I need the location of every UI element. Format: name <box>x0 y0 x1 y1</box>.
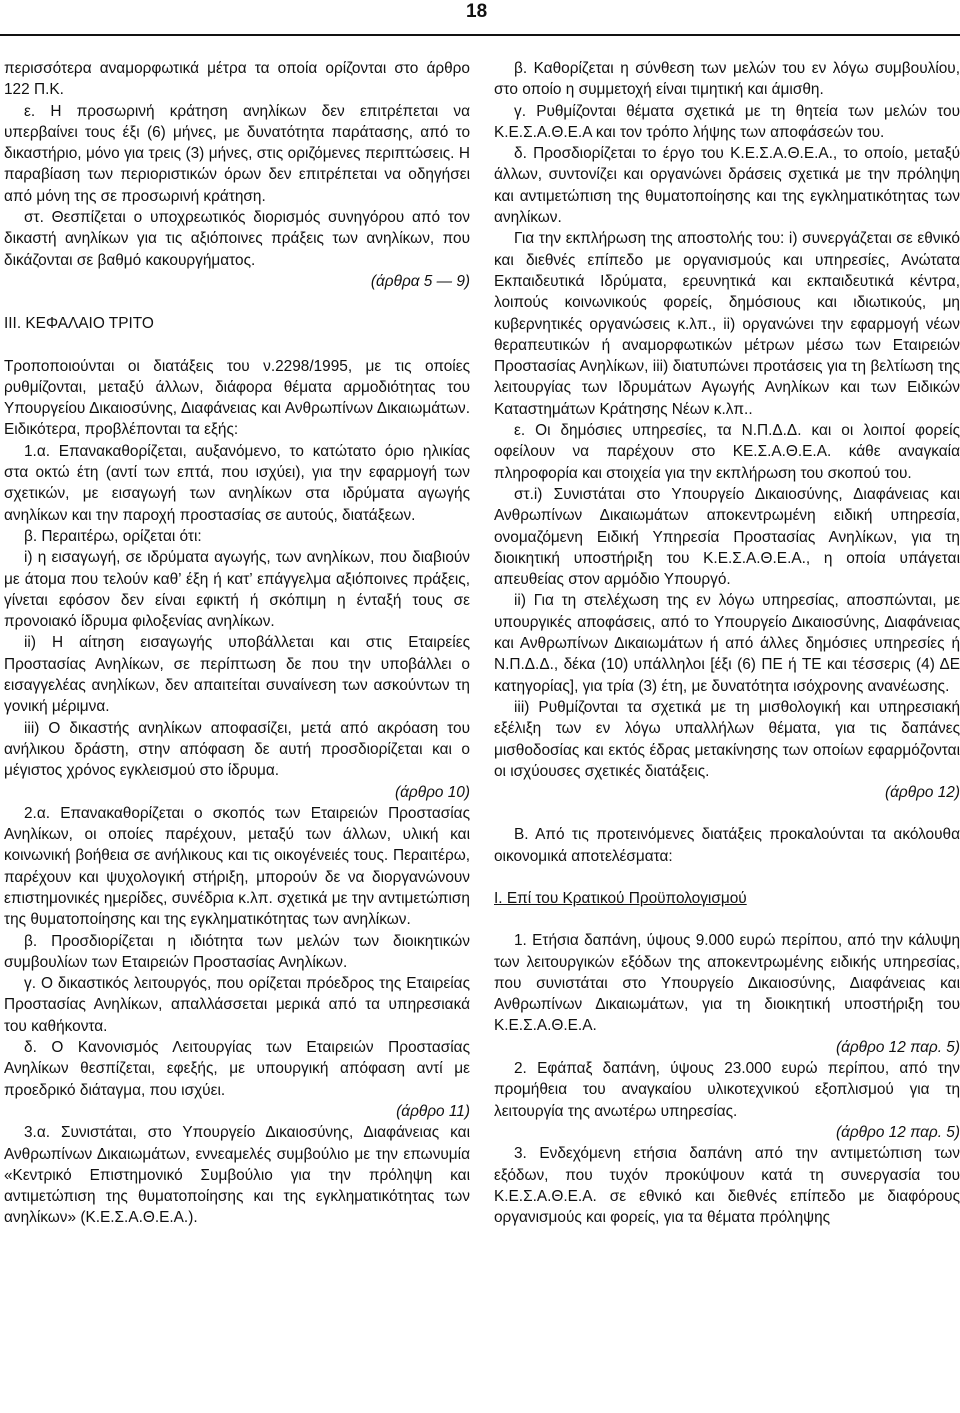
page-number-text: 18 <box>466 1 488 22</box>
paragraph: Β. Από τις προτεινόμενες διατάξεις προκαλούνται τα ακόλουθα οικονομικά αποτελέσματα: <box>494 826 960 865</box>
paragraph: 3. Ενδεχόμενη ετήσια δαπάνη από την αντιμετώπιση των εξόδων, που τυχόν προκύψουν κατά τη συνεργασία του Κ.Ε.Σ.Α.Θ.Ε.Α. σε εθνικό και διεθνές επίπεδο με διαφόρους οργανισμούς και φορείς, για τα θέματα πρόληψης <box>494 1145 960 1227</box>
paragraph: στ.i) Συνιστάται στο Υπουργείο Δικαιοσύνης, Διαφάνειας και Ανθρωπίνων Δικαιωμάτων αποκεντρωμένη ειδική υπηρεσία, ονομαζόμενη Ειδική Υπηρεσία Προστασίας Ανηλίκων, για τη διοικητική υποστήριξη του Κ.Ε.Σ.Α.Θ.Ε.Α., η οποία υπάγεται απευθείας στον αρμόδιο Υπουργό. <box>494 485 960 589</box>
paragraph: β. Προσδιορίζεται η ιδιότητα των μελών των διοικητικών συμβουλίων των Εταιρειών Προστασίας Ανηλίκων. <box>4 932 470 971</box>
article-reference: (άρθρο 10) <box>395 783 470 801</box>
paragraph: 2.α. Επανακαθορίζεται ο σκοπός των Εταιρειών Προστασίας Ανηλίκων, οι οποίες παρέχουν, μεταξύ των άλλων, υλική και κοινωνική βοήθεια σε ανήλικους και τις οικογένειές τους. Περαιτέρω, παρέχουν και ψυχολογική στήριξη, μπορούν δε να διοργανώνουν επιστημονικές ημερίδες, συνέδρια κ.λπ. σχετικά με την αντιμετώπιση της θυματοποίησης και της εγκληματικότητας των ανηλίκων. <box>4 804 470 929</box>
paragraph: δ. Ο Κανονισμός Λειτουργίας των Εταιρειών Προστασίας Ανηλίκων θεσπίζεται, εφεξής, με υπουργική απόφαση αντί με προεδρικό διάταγμα, που ισχύει. <box>4 1039 470 1099</box>
paragraph: Τροποποιούνται οι διατάξεις του ν.2298/1995, με τις οποίες ρυθμίζονται, μεταξύ άλλων, διάφορα θέματα αρμοδιότητας του Υπουργείου Δικαιοσύνης, Διαφάνειας και Ανθρωπίνων Δικαιωμάτων. Ειδικότερα, προβλέπονται τα εξής: <box>4 357 470 439</box>
paragraph: στ. Θεσπίζεται ο υποχρεωτικός διορισμός συνηγόρου από τον δικαστή ανηλίκων για τις αξιόποινες πράξεις των ανηλίκων, που δικάζονται σε βαθμό κακουργήματος. <box>4 209 470 269</box>
left-column <box>4 58 470 1229</box>
paragraph: β. Καθορίζεται η σύνθεση των μελών του εν λόγω συμβουλίου, στο οποίο η συμμετοχή είναι τιμητική και άμισθη. <box>494 60 960 99</box>
article-reference: (άρθρο 12 παρ. 5) <box>835 1123 960 1141</box>
paragraph: Για την εκπλήρωση της αποστολής του: i) συνεργάζεται σε εθνικό και διεθνές επίπεδο με οργανισμούς και υπηρεσίες, Ανώτατα Εκπαιδευτικά Ιδρύματα, ερευνητικά και εκπαιδευτικά κέντρα, λοιπούς κοινωνικούς φορείς, δημόσιους και ιδιωτικούς, μη κυβερνητικές οργανώσεις κ.λπ., ii) οργανώνει την εφαρμογή νέων θεραπευτικών ή αναμορφωτικών μέτρων μέσω των Εταιρειών Προστασίας Ανηλίκων, iii) διατυπώνει προτάσεις για τη βελτίωση της λειτουργίας των Ιδρυμάτων Αγωγής Ανηλίκων και των Ειδικών Καταστημάτων Κράτησης Νέων κ.λπ.. <box>494 230 960 418</box>
paragraph: 1.α. Επανακαθορίζεται, αυξανόμενο, το κατώτατο όριο ηλικίας στα οκτώ έτη (αντί των επτά, που ισχύει), για την εφαρμογή των σχετικών, με εισαγωγή των ανηλίκων στα ιδρύματα αγωγής ανηλίκων και την παροχή προστασίας σε αυτούς, διατάξεων. <box>4 442 470 524</box>
paragraph: γ. Ο δικαστικός λειτουργός, που ορίζεται πρόεδρος της Εταιρείας Προστασίας Ανηλίκων, απαλλάσσεται μερικά από τα υπηρεσιακά του καθήκοντα. <box>4 975 470 1035</box>
paragraph: ΙΙΙ. ΚΕΦΑΛΑΙΟ ΤΡΙΤΟ <box>4 315 154 333</box>
paragraph: ii) Για τη στελέχωση της εν λόγω υπηρεσίας, αποσπώνται, με υπουργικές αποφάσεις, από το Υπουργείο Δικαιοσύνης, Διαφάνειας και Ανθρωπίνων Δικαιωμάτων ή από άλλες δημόσιες υπηρεσίες ή Ν.Π.Δ.Δ., δέκα (10) υπάλληλοι [έξι (6) ΠΕ ή ΤΕ και τέσσερις (4) ΔΕ κατηγορίας], για τρία (3) έτη, με δυνατότητα ισόχρονης ανανέωσης. <box>494 592 960 695</box>
paragraph: ε. Η προσωρινή κράτηση ανηλίκων δεν επιτρέπεται να υπερβαίνει τους έξι (6) μήνες, με δυνατότητα παράτασης, από το δικαστήριο, μόνο για τρεις (3) μήνες, στις οριζόμενες περιπτώσεις. Η παραβίαση των περιοριστικών όρων δεν επιτρέπεται να οδηγήσει από μόνη της σε προσωρινή κράτηση. <box>4 102 470 205</box>
paragraph: ii) Η αίτηση εισαγωγής υποβάλλεται και στις Εταιρείες Προστασίας Ανηλίκων, σε περίπτωση δε που την υποβάλλει ο εισαγγελέας ανηλίκων, δεν απαιτείται συναίνεση των ασκούντων τη γονική μέριμνα. <box>4 634 470 716</box>
paragraph: i) η εισαγωγή, σε ιδρύματα αγωγής, των ανηλίκων, που διαβιούν με άτομα που τελούν καθ’ έξη ή κατ’ επάγγελμα αξιόποινες πράξεις, γίνεται εφόσον δεν είναι εφικτή ή σκόπιμη η ένταξή τους σε προνοιακό ίδρυμα φιλοξενίας ανηλίκων. <box>4 549 470 631</box>
paragraph: 1. Ετήσια δαπάνη, ύψους 9.000 ευρώ περίπου, από την κάλυψη των λειτουργικών εξόδων της αποκεντρωμένης ειδικής υπηρεσίας, που συνιστάται στο Υπουργείο Δικαιοσύνης, Διαφάνειας και Ανθρωπίνων Δικαιωμάτων, για τη διοικητική υποστήριξη του Κ.Ε.Σ.Α.Θ.Ε.Α. <box>494 932 960 1035</box>
paragraph: γ. Ρυθμίζονται θέματα σχετικά με τη θητεία των μελών του Κ.Ε.Σ.Α.Θ.Ε.Α και τον τρόπο λήψης των αποφάσεών του. <box>494 102 960 141</box>
paragraph: περισσότερα αναμορφωτικά μέτρα τα οποία ορίζονται στο άρθρο 122 Π.Κ. <box>4 60 470 99</box>
paragraph: δ. Προσδιορίζεται το έργο του Κ.Ε.Σ.Α.Θ.Ε.Α., το οποίο, μεταξύ άλλων, συντονίζει και οργανώνει δράσεις σχετικά με την πρόληψη και αντιμετώπιση της θυματοποίησης και της εγκληματικότητας των ανηλίκων. <box>494 145 960 227</box>
article-reference: (άρθρο 12 παρ. 5) <box>835 1038 960 1056</box>
article-reference: (άρθρο 11) <box>396 1102 470 1120</box>
article-reference: (άρθρο 12) <box>885 784 960 802</box>
paragraph: iii) Ρυθμίζονται τα σχετικά με τη μισθολογική και υπηρεσιακή εξέλιξη των εν λόγω υπαλλήλων θέματα, για τις δαπάνες μισθοδοσίας και εκτός έδρας μετακίνησης των οποίων εφαρμόζονται οι ισχύουσες σχετικές διατάξεις. <box>494 698 960 780</box>
paragraph: Ι. Επί του Κρατικού Προϋπολογισμού <box>494 889 747 907</box>
header-rule <box>0 34 960 36</box>
paragraph: ε. Οι δημόσιες υπηρεσίες, τα Ν.Π.Δ.Δ. και οι λοιποί φορείς οφείλουν να παρέχουν στο ΚΕ.Σ.Α.Θ.Ε.Α. κάθε αναγκαία πληροφορία και στοιχεία για την εκπλήρωση του σκοπού του. <box>494 422 960 482</box>
article-reference: (άρθρα 5 — 9) <box>370 272 470 290</box>
right-column <box>494 58 960 1228</box>
paragraph: 2. Εφάπαξ δαπάνη, ύψους 23.000 ευρώ περίπου, από την προμήθεια του αναγκαίου υλικοτεχνικού εξοπλισμού για τη λειτουργία της ανωτέρω υπηρεσίας. <box>494 1060 960 1120</box>
paragraph: 3.α. Συνιστάται, στο Υπουργείο Δικαιοσύνης, Διαφάνειας και Ανθρωπίνων Δικαιωμάτων, εννεαμελές συμβούλιο με την επωνυμία «Κεντρικό Επιστημονικό Συμβούλιο για την πρόληψη και αντιμετώπιση της θυματοποίησης και της εγκληματικότητας των ανηλίκων» (Κ.Ε.Σ.Α.Θ.Ε.Α.). <box>4 1124 470 1227</box>
paragraph: iii) Ο δικαστής ανηλίκων αποφασίζει, μετά από ακρόαση του ανήλικου δράστη, στην απόφαση δε αυτή προσδιορίζεται και ο μέγιστος χρόνος εγκλεισμού στο ίδρυμα. <box>4 719 470 780</box>
paragraph: β. Περαιτέρω, ορίζεται ότι: <box>24 527 202 545</box>
